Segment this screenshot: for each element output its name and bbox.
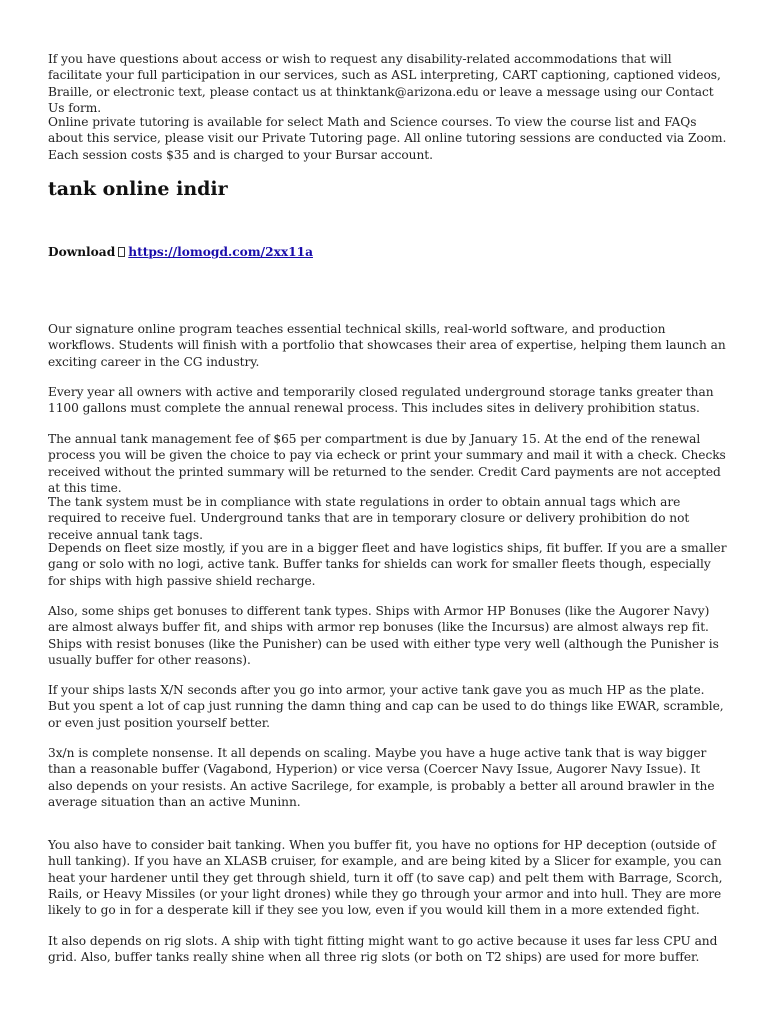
download-link[interactable]: https://lomogd.com/2xx11a — [128, 245, 313, 259]
tutoring-paragraph: Online private tutoring is available for select Math and Science courses. To view the course list and FAQs about this service, please visit our Private Tutoring page. All online tutoring sessions are conducted via Zoom. Each session costs $35 and is charged to your Bursar account. — [48, 115, 727, 162]
body-paragraph: Our signature online program teaches essential technical skills, real-world software, and production workflows. Students will finish with a portfolio that showcases their area of expertise, helping them launch an exciting career in the CG industry. — [48, 322, 726, 369]
body-paragraph: It also depends on rig slots. A ship with tight fitting might want to go active because it uses far less CPU and grid. Also, buffer tanks really shine when all three rig slots (or both on T2 ships) are used for more buffer. — [48, 934, 718, 965]
download-line — [48, 244, 313, 260]
body-paragraph: Also, some ships get bonuses to different tank types. Ships with Armor HP Bonuses (like the Augorer Navy) are almost always buffer fit, and ships with armor rep bonuses (like the Incursus) are almost always rep fit. Ships with resist bonuses (like the Punisher) can be used with either type very well (although the Punisher is usually buffer for other reasons). — [48, 604, 719, 667]
body-paragraph: Every year all owners with active and temporarily closed regulated underground storage tanks greater than 1100 gallons must complete the annual renewal process. This includes sites in delivery prohibition status. — [48, 385, 714, 416]
body-paragraph: The annual tank management fee of $65 per compartment is due by January 15. At the end of the renewal process you will be given the choice to pay via echeck or print your summary and mail it with a check. Checks received without the printed summary will be returned to the sender. Credit Card payments are not accepted at this time. — [48, 432, 726, 495]
body-paragraph: Depends on fleet size mostly, if you are in a bigger fleet and have logistics ships, fit buffer. If you are a smaller gang or solo with no logi, active tank. Buffer tanks for shields can work for smaller fleets though, especially for ships with high passive shield recharge. — [48, 541, 727, 588]
body-paragraph: You also have to consider bait tanking. When you buffer fit, you have no options for HP deception (outside of hull tanking). If you have an XLASB cruiser, for example, and are being kited by a Slicer for example, you can heat your hardener until they get through shield, turn it off (to save cap) and pelt them with Barrage, Scorch, Rails, or Heavy Missiles (or your light drones) while they go through your armor and into hull. They are more likely to go in for a desperate kill if they see you low, even if you would kill them in a more extended fight. — [48, 838, 723, 918]
body-paragraph: If your ships lasts X/N seconds after you go into armor, your active tank gave you as much HP as the plate. But you spent a lot of cap just running the damn thing and cap can be used to do things like EWAR, scramble, or even just position yourself better. — [48, 683, 724, 730]
download-label: Download — [48, 245, 116, 259]
body-paragraph: 3x/n is complete nonsense. It all depends on scaling. Maybe you have a huge active tank that is way bigger than a reasonable buffer (Vagabond, Hyperion) or vice versa (Coercer Navy Issue, Augorer Navy Issue). It also depends on your resists. An active Sacrilege, for example, is probably a better all around brawler in the average situation than an active Muninn. — [48, 746, 715, 809]
missing-glyph-icon — [118, 247, 125, 257]
page-title: tank online indir — [48, 178, 228, 200]
accessibility-paragraph: If you have questions about access or wish to request any disability-related accommodations that will facilitate your full participation in our services, such as ASL interpreting, CART captioning, captioned videos, Braille, or electronic text, please contact us at thinktank@arizona.edu or leave a message using our Contact Us form. — [48, 52, 721, 115]
body-paragraph: The tank system must be in compliance with state regulations in order to obtain annual tags which are required to receive fuel. Underground tanks that are in temporary closure or delivery prohibition do not receive annual tank tags. — [48, 495, 690, 542]
